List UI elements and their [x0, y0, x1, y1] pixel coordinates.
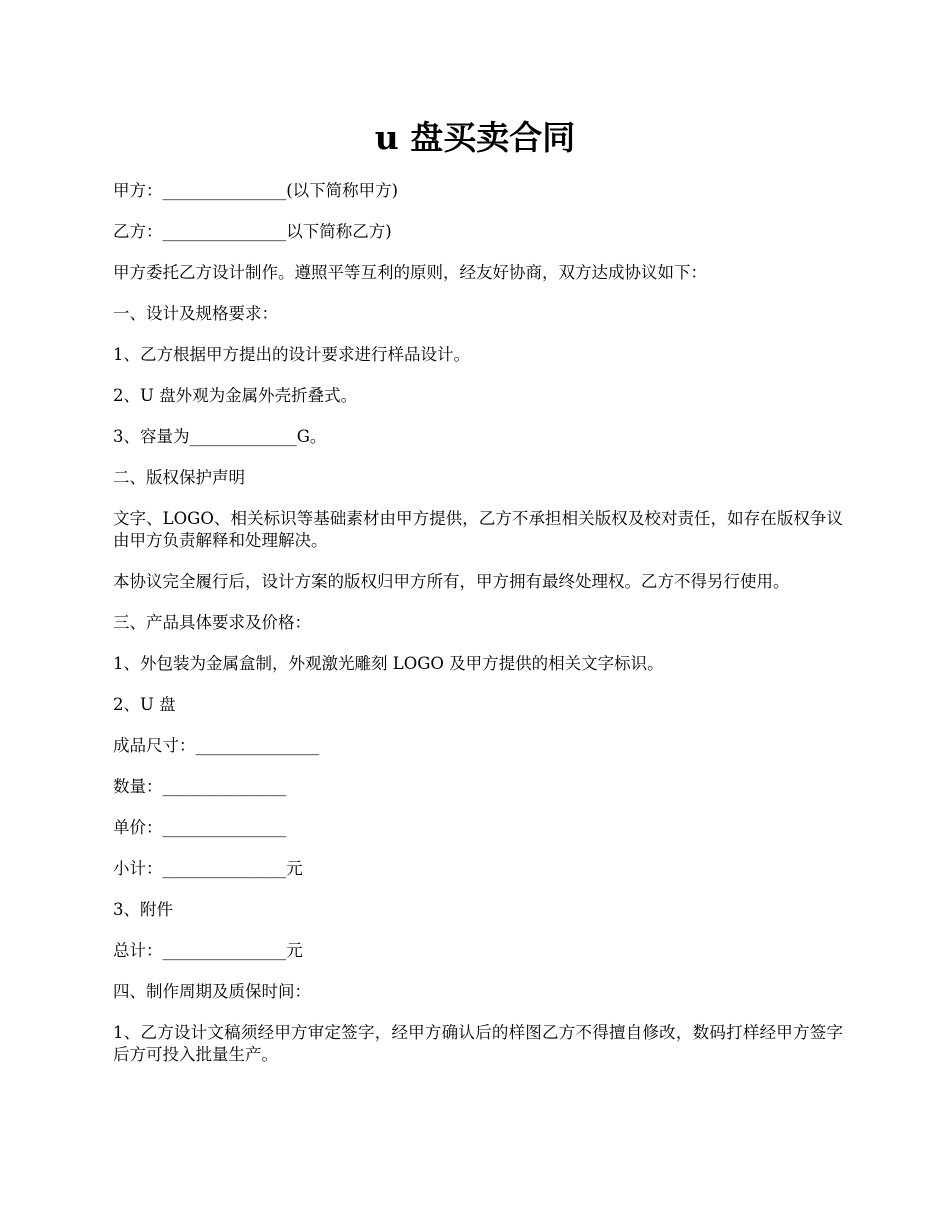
- field-line-quantity: 数量：_______________: [113, 777, 287, 796]
- clause-paragraph: 1、外包装为金属盒制，外观激光雕刻 LOGO 及甲方提供的相关文字标识。: [113, 654, 664, 673]
- party-a-line: 甲方：_______________(以下简称甲方): [113, 181, 399, 200]
- field-line-size: 成品尺寸：_______________: [113, 736, 320, 755]
- clause-paragraph: 3、容量为_____________G。: [113, 427, 327, 446]
- clause-paragraph: 2、U 盘外观为金属外壳折叠式。: [113, 386, 358, 405]
- preamble-paragraph: 甲方委托乙方设计制作。遵照平等互利的原则，经友好协商，双方达成协议如下：: [113, 263, 707, 282]
- clause-paragraph: 1、乙方根据甲方提出的设计要求进行样品设计。: [113, 345, 470, 364]
- field-line-unit-price: 单价：_______________: [113, 818, 287, 837]
- clause-paragraph: 文字、LOGO、相关标识等基础素材由甲方提供，乙方不承担相关版权及校对责任，如存在版权争议由甲方负责解释和处理解决。: [113, 509, 843, 550]
- document-body: [113, 180, 843, 1085]
- party-b-line: 乙方：_______________以下简称乙方): [113, 222, 392, 241]
- section-heading-design: 一、设计及规格要求：: [113, 304, 278, 323]
- section-heading-schedule: 四、制作周期及质保时间：: [113, 982, 311, 1001]
- clause-paragraph: 3、附件: [113, 900, 173, 919]
- section-heading-copyright: 二、版权保护声明: [113, 468, 245, 487]
- section-heading-product: 三、产品具体要求及价格：: [113, 613, 311, 632]
- clause-paragraph: 2、U 盘: [113, 695, 176, 714]
- clause-paragraph: 1、乙方设计文稿须经甲方审定签字，经甲方确认后的样图乙方不得擅自修改，数码打样经甲方签字后方可投入批量生产。: [113, 1023, 843, 1064]
- field-line-total: 总计：_______________元: [113, 941, 303, 960]
- clause-paragraph: 本协议完全履行后，设计方案的版权归甲方所有，甲方拥有最终处理权。乙方不得另行使用。: [113, 572, 790, 591]
- field-line-subtotal: 小计：_______________元: [113, 859, 303, 878]
- document-title: u 盘买卖合同: [374, 118, 576, 157]
